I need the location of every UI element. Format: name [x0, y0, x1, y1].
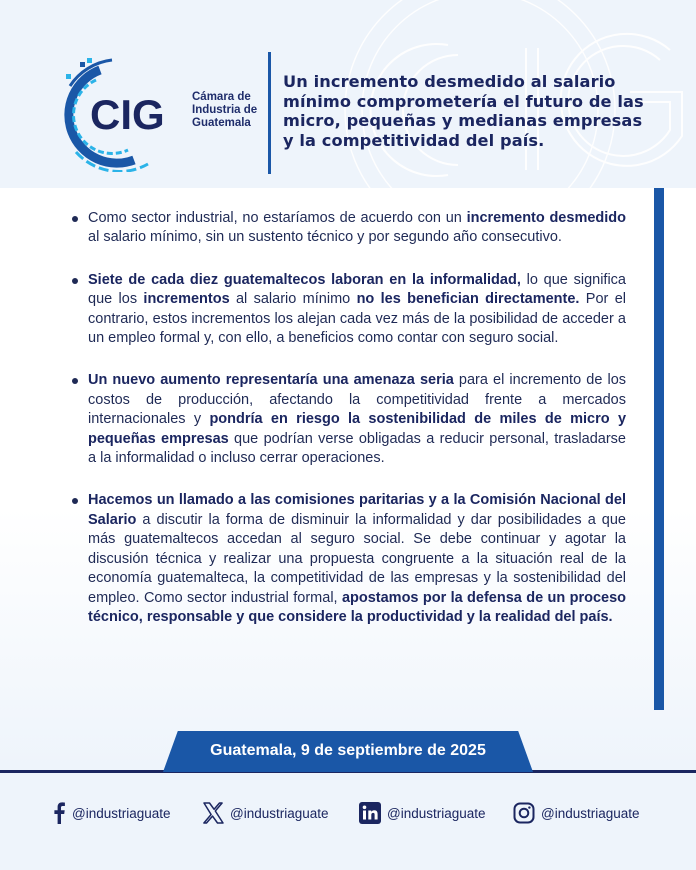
social-handle: @industriaguate: [541, 805, 640, 821]
social-x[interactable]: [202, 800, 329, 826]
emphasis-text: Siete de cada diez guatemaltecos laboran en la informalidad,: [88, 271, 521, 288]
body-text: al salario mínimo: [229, 291, 357, 308]
statement-item: [70, 209, 626, 248]
headline: Un incremento desmedido al salario mínimo comprometería el futuro de las micro, pequeñas y medianas empresas y la competitividad del país.: [283, 72, 644, 150]
body-text: que podrían verse obligadas a reducir personal, trasladarse a la informalidad o incluso cerrar operaciones.: [88, 430, 626, 467]
body-text: al salario mínimo, sin un sustento técnico y por segundo año consecutivo.: [88, 229, 562, 246]
statement-list: [70, 209, 626, 650]
header: [0, 0, 696, 188]
organization-name: Cámara de Industria de Guatemala: [192, 91, 258, 129]
date-label: Guatemala, 9 de septiembre de 2025: [210, 742, 486, 759]
facebook-icon: [52, 802, 66, 824]
statement-item: [70, 491, 626, 627]
emphasis-text: Hacemos un llamado a las comisiones paritarias y a la Comisión Nacional del Salario: [88, 492, 626, 528]
statement-item: [70, 271, 626, 349]
social-linkedin[interactable]: [359, 800, 486, 826]
body-text: a discutir la forma de disminuir la informalidad y dar posibilidades a que más guatemaltecos accedan al seguro social. Se debe continuar y agotar la discusión técnica y realizar una propuesta congruente a la situación real de la economía guatemalteca, la competitividad de las empresas y la sostenibilidad del empleo. Como sector industrial formal,: [88, 511, 626, 606]
body-text: Por el contrario, estos incrementos los alejan cada vez más de la posibilidad de acceder a un empleo formal y, con ello, a beneficios como contar con seguro social.: [88, 291, 626, 347]
accent-bar: [654, 188, 664, 710]
emphasis-text: pondría en riesgo la sostenibilidad de miles de micro y pequeñas empresas: [88, 411, 627, 447]
header-divider: [268, 52, 271, 174]
emphasis-text: incrementos: [143, 291, 230, 308]
social-instagram[interactable]: [513, 800, 640, 826]
emphasis-text: apostamos por la defensa de un proceso técnico, responsable y que considere la productividad y la realidad del país.: [88, 589, 626, 625]
body-text: Como sector industrial, no estaríamos de acuerdo con un: [88, 210, 467, 226]
linkedin-icon: [359, 802, 381, 824]
instagram-icon: [513, 802, 535, 824]
social-handle: @industriaguate: [230, 805, 329, 821]
emphasis-text: Un nuevo aumento representaría una amenaza seria: [88, 372, 454, 389]
body-text: lo que significa que los: [88, 271, 626, 308]
social-facebook[interactable]: [52, 800, 171, 826]
emphasis-text: no les benefician directamente.: [356, 291, 580, 308]
cig-logo: [56, 56, 196, 172]
social-handle: @industriaguate: [72, 805, 171, 821]
statement-item: [70, 371, 626, 468]
body-text: para el incremento de los costos de producción, afectando la competitividad frente a mercados internacionales y: [88, 372, 627, 428]
emphasis-text: incremento desmedido: [466, 210, 626, 226]
svg-text:CIG: CIG: [90, 91, 165, 138]
x-icon: [202, 802, 224, 824]
social-handle: @industriaguate: [387, 805, 486, 821]
